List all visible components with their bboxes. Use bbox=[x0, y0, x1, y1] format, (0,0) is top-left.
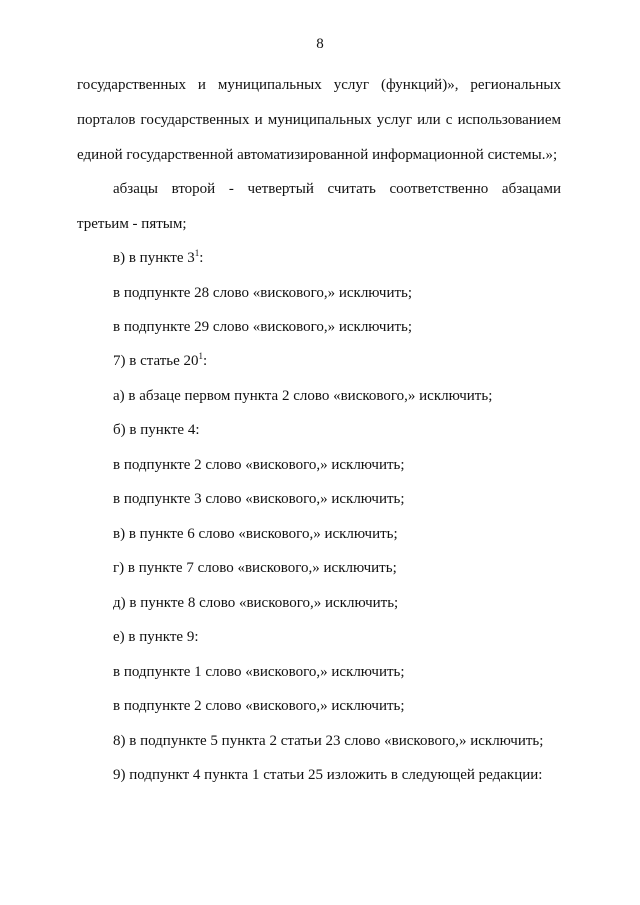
paragraph-line: третьим - пятым; bbox=[77, 216, 187, 232]
paragraph-text: 7) в статье 20 bbox=[113, 353, 199, 369]
paragraph-line: в подпункте 1 слово «вискового,» исключить; bbox=[113, 664, 405, 680]
paragraph-line bbox=[113, 249, 203, 267]
paragraph-line: единой государственной автоматизированной информационной системы.»; bbox=[77, 147, 558, 163]
paragraph-line: б) в пункте 4: bbox=[113, 422, 200, 438]
superscript: 1 bbox=[194, 248, 200, 258]
paragraph-line: в) в пункте 6 слово «вискового,» исключить; bbox=[113, 526, 398, 542]
paragraph-text: в) в пункте 3 bbox=[113, 250, 195, 266]
paragraph-line: в подпункте 2 слово «вискового,» исключить; bbox=[113, 457, 405, 473]
paragraph-line: государственных и муниципальных услуг (функций)», региональных bbox=[77, 77, 561, 93]
paragraph-line bbox=[113, 352, 207, 370]
paragraph-line: а) в абзаце первом пункта 2 слово «вискового,» исключить; bbox=[113, 388, 493, 404]
superscript: 1 bbox=[198, 351, 204, 361]
paragraph-text: : bbox=[203, 353, 208, 369]
paragraph-line: в подпункте 3 слово «вискового,» исключить; bbox=[113, 491, 405, 507]
paragraph-line: в подпункте 2 слово «вискового,» исключить; bbox=[113, 698, 405, 714]
paragraph-line: порталов государственных и муниципальных услуг или с использованием bbox=[77, 112, 561, 128]
paragraph-line: 9) подпункт 4 пункта 1 статьи 25 изложить в следующей редакции: bbox=[113, 767, 543, 783]
paragraph-text: : bbox=[199, 250, 204, 266]
paragraph-line: 8) в подпункте 5 пункта 2 статьи 23 слово «вискового,» исключить; bbox=[113, 733, 544, 749]
paragraph-line: абзацы второй - четвертый считать соответственно абзацами bbox=[113, 181, 561, 197]
paragraph-line: в подпункте 29 слово «вискового,» исключить; bbox=[113, 319, 413, 335]
paragraph-line: г) в пункте 7 слово «вискового,» исключить; bbox=[113, 560, 397, 576]
page-number: 8 bbox=[316, 36, 324, 52]
paragraph-line: д) в пункте 8 слово «вискового,» исключить; bbox=[113, 595, 399, 611]
paragraph-line: е) в пункте 9: bbox=[113, 629, 199, 645]
paragraph-line: в подпункте 28 слово «вискового,» исключить; bbox=[113, 285, 413, 301]
